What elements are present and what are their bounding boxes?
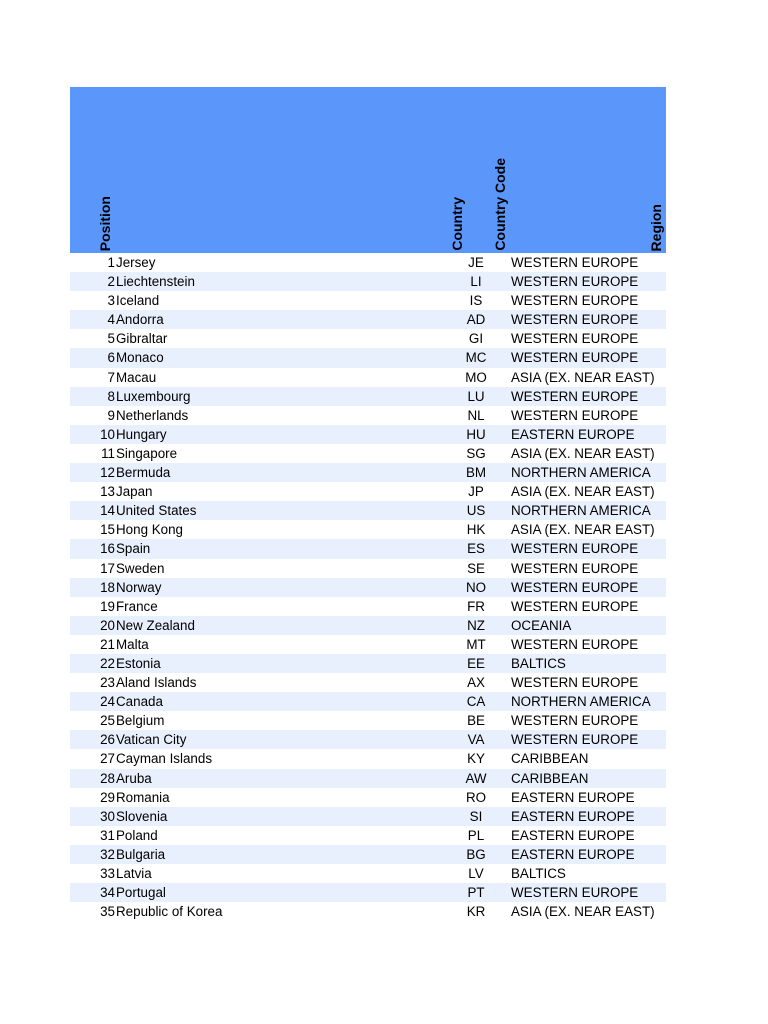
- country-cell[interactable]: Vatican City: [116, 732, 187, 748]
- region-cell[interactable]: WESTERN EUROPE: [511, 713, 639, 729]
- table-row[interactable]: [70, 730, 666, 749]
- country-code-cell[interactable]: NZ: [467, 617, 485, 633]
- country-code-cell[interactable]: PL: [467, 827, 485, 843]
- table-row[interactable]: [70, 291, 666, 310]
- region-cell[interactable]: WESTERN EUROPE: [511, 598, 639, 614]
- table-row[interactable]: [70, 826, 666, 845]
- table-row[interactable]: [70, 616, 666, 635]
- position-cell[interactable]: 21: [100, 636, 115, 652]
- table-row[interactable]: [70, 406, 666, 425]
- country-cell[interactable]: Hong Kong: [116, 522, 184, 538]
- region-cell[interactable]: WESTERN EUROPE: [511, 274, 639, 290]
- position-cell[interactable]: 27: [100, 751, 115, 767]
- country-cell[interactable]: Poland: [116, 827, 158, 843]
- country-code-cell[interactable]: AD: [466, 312, 486, 328]
- country-code-cell[interactable]: SI: [469, 808, 483, 824]
- country-code-cell[interactable]: NO: [465, 579, 487, 595]
- position-cell[interactable]: 14: [100, 503, 115, 519]
- country-code-cell[interactable]: BG: [466, 846, 486, 862]
- position-cell[interactable]: 10: [100, 426, 115, 442]
- table-row[interactable]: [70, 348, 666, 367]
- country-cell[interactable]: United States: [116, 503, 197, 519]
- region-cell[interactable]: ASIA (EX. NEAR EAST): [511, 904, 655, 920]
- position-cell[interactable]: 32: [100, 846, 115, 862]
- country-cell[interactable]: Macau: [116, 369, 157, 385]
- region-cell[interactable]: ASIA (EX. NEAR EAST): [511, 445, 655, 461]
- country-cell[interactable]: Andorra: [116, 312, 164, 328]
- header-row: [70, 87, 666, 253]
- position-cell[interactable]: 9: [107, 407, 115, 423]
- region-cell[interactable]: NORTHERN AMERICA: [511, 503, 651, 519]
- country-cell[interactable]: Sweden: [116, 560, 165, 576]
- table-row[interactable]: [70, 654, 666, 673]
- position-cell[interactable]: 3: [107, 293, 115, 309]
- region-cell[interactable]: ASIA (EX. NEAR EAST): [511, 522, 655, 538]
- region-cell[interactable]: OCEANIA: [511, 617, 572, 633]
- spreadsheet-table: [70, 87, 666, 921]
- position-cell[interactable]: 17: [100, 560, 115, 576]
- position-cell[interactable]: 18: [100, 579, 115, 595]
- region-cell[interactable]: EASTERN EUROPE: [511, 808, 635, 824]
- table-row[interactable]: [70, 788, 666, 807]
- country-cell[interactable]: Portugal: [116, 885, 166, 901]
- country-code-cell[interactable]: ES: [467, 541, 485, 557]
- country-code-cell[interactable]: SE: [467, 560, 485, 576]
- position-cell[interactable]: 7: [107, 369, 115, 385]
- region-cell[interactable]: WESTERN EUROPE: [511, 255, 639, 270]
- country-cell[interactable]: Iceland: [116, 293, 160, 309]
- table-row[interactable]: [70, 578, 666, 597]
- country-code-cell[interactable]: PT: [467, 885, 485, 901]
- position-cell[interactable]: 33: [100, 866, 115, 881]
- position-cell[interactable]: 6: [107, 350, 115, 366]
- table-row[interactable]: [70, 711, 666, 730]
- country-code-cell[interactable]: LU: [467, 388, 485, 404]
- country-code-cell[interactable]: US: [466, 503, 486, 519]
- region-cell[interactable]: WESTERN EUROPE: [511, 560, 639, 576]
- header-position[interactable]: Position: [97, 195, 113, 251]
- position-cell[interactable]: 35: [100, 904, 115, 920]
- region-cell[interactable]: EASTERN EUROPE: [511, 827, 635, 843]
- position-cell[interactable]: 25: [100, 713, 115, 729]
- region-cell[interactable]: NORTHERN AMERICA: [511, 465, 651, 481]
- table-row[interactable]: [70, 482, 666, 501]
- table-row[interactable]: [70, 597, 666, 616]
- country-cell[interactable]: New Zealand: [116, 617, 195, 633]
- region-cell[interactable]: ASIA (EX. NEAR EAST): [511, 369, 655, 385]
- country-code-cell[interactable]: MO: [465, 369, 487, 385]
- country-code-cell[interactable]: JE: [468, 255, 484, 270]
- country-code-cell[interactable]: GI: [468, 331, 484, 347]
- country-cell[interactable]: Spain: [116, 541, 151, 557]
- position-cell[interactable]: 29: [100, 789, 115, 805]
- region-cell[interactable]: EASTERN EUROPE: [511, 789, 635, 805]
- country-code-cell[interactable]: FR: [467, 598, 485, 614]
- table-row[interactable]: [70, 845, 666, 864]
- region-cell[interactable]: WESTERN EUROPE: [511, 350, 639, 366]
- country-code-cell[interactable]: HK: [466, 522, 486, 538]
- country-code-cell[interactable]: JP: [468, 484, 484, 500]
- table-row[interactable]: [70, 425, 666, 444]
- region-cell[interactable]: WESTERN EUROPE: [511, 407, 639, 423]
- country-cell[interactable]: Estonia: [116, 655, 161, 671]
- table-body: [70, 253, 666, 921]
- table-row[interactable]: [70, 635, 666, 654]
- region-cell[interactable]: BALTICS: [511, 866, 566, 881]
- table-row[interactable]: [70, 368, 666, 387]
- region-cell[interactable]: WESTERN EUROPE: [511, 579, 639, 595]
- region-cell[interactable]: WESTERN EUROPE: [511, 636, 639, 652]
- region-cell[interactable]: CARIBBEAN: [511, 751, 589, 767]
- country-cell[interactable]: Canada: [116, 694, 163, 710]
- country-code-cell[interactable]: CA: [466, 694, 486, 710]
- position-cell[interactable]: 4: [107, 312, 115, 328]
- table-row[interactable]: [70, 864, 666, 883]
- country-code-cell[interactable]: BE: [467, 713, 485, 729]
- table-row[interactable]: [70, 539, 666, 558]
- region-cell[interactable]: WESTERN EUROPE: [511, 312, 639, 328]
- region-cell[interactable]: WESTERN EUROPE: [511, 675, 639, 691]
- country-cell[interactable]: Gibraltar: [116, 331, 168, 347]
- country-cell[interactable]: Luxembourg: [116, 388, 191, 404]
- region-cell[interactable]: WESTERN EUROPE: [511, 732, 639, 748]
- position-cell[interactable]: 28: [100, 770, 115, 786]
- country-cell[interactable]: Singapore: [116, 445, 178, 461]
- region-cell[interactable]: CARIBBEAN: [511, 770, 589, 786]
- position-cell[interactable]: 2: [107, 274, 115, 290]
- country-code-cell[interactable]: NL: [467, 407, 485, 423]
- table-row[interactable]: [70, 253, 666, 272]
- region-cell[interactable]: WESTERN EUROPE: [511, 541, 639, 557]
- table-row[interactable]: [70, 673, 666, 692]
- region-cell[interactable]: WESTERN EUROPE: [511, 885, 639, 901]
- country-code-cell[interactable]: KR: [466, 904, 486, 920]
- position-cell[interactable]: 31: [100, 827, 115, 843]
- table-row[interactable]: [70, 501, 666, 520]
- country-cell[interactable]: Netherlands: [116, 407, 189, 423]
- country-code-cell[interactable]: MT: [466, 636, 486, 652]
- region-cell[interactable]: WESTERN EUROPE: [511, 331, 639, 347]
- position-cell[interactable]: 26: [100, 732, 115, 748]
- country-cell[interactable]: Aruba: [116, 770, 152, 786]
- position-cell[interactable]: 12: [100, 465, 115, 481]
- region-cell[interactable]: EASTERN EUROPE: [511, 426, 635, 442]
- country-cell[interactable]: France: [116, 598, 158, 614]
- country-cell[interactable]: Republic of Korea: [116, 904, 223, 920]
- country-cell[interactable]: Bulgaria: [116, 846, 166, 862]
- table-row[interactable]: [70, 463, 666, 482]
- country-code-cell[interactable]: BM: [465, 465, 487, 481]
- position-cell[interactable]: 15: [100, 522, 115, 538]
- table-row[interactable]: [70, 883, 666, 902]
- table-row[interactable]: [70, 444, 666, 463]
- country-code-cell[interactable]: RO: [465, 789, 487, 805]
- country-cell[interactable]: Hungary: [116, 426, 167, 442]
- header-region[interactable]: Region: [648, 203, 664, 251]
- country-code-cell[interactable]: HU: [466, 426, 486, 442]
- country-cell[interactable]: Malta: [116, 636, 149, 652]
- country-code-cell[interactable]: KY: [467, 751, 485, 767]
- country-cell[interactable]: Monaco: [116, 350, 164, 366]
- position-cell[interactable]: 22: [100, 655, 115, 671]
- position-cell[interactable]: 20: [100, 617, 115, 633]
- position-cell[interactable]: 34: [100, 885, 115, 901]
- position-cell[interactable]: 11: [101, 445, 115, 461]
- header-country[interactable]: Country: [449, 197, 465, 251]
- header-country-code[interactable]: Country Code: [492, 158, 508, 251]
- position-cell[interactable]: 30: [100, 808, 115, 824]
- position-cell[interactable]: 19: [100, 598, 115, 614]
- country-cell[interactable]: Belgium: [116, 713, 165, 729]
- country-cell[interactable]: Japan: [116, 484, 153, 500]
- country-cell[interactable]: Aland Islands: [116, 675, 197, 691]
- region-cell[interactable]: WESTERN EUROPE: [511, 293, 639, 309]
- country-cell[interactable]: Bermuda: [116, 465, 171, 481]
- table-row[interactable]: [70, 387, 666, 406]
- position-cell[interactable]: 8: [107, 388, 115, 404]
- country-code-cell[interactable]: MC: [465, 350, 487, 366]
- country-cell[interactable]: Norway: [116, 579, 162, 595]
- position-cell[interactable]: 5: [107, 331, 115, 347]
- country-code-cell[interactable]: LV: [468, 866, 484, 881]
- country-cell[interactable]: Cayman Islands: [116, 751, 213, 767]
- country-cell[interactable]: Slovenia: [116, 808, 168, 824]
- region-cell[interactable]: NORTHERN AMERICA: [511, 694, 651, 710]
- table-row[interactable]: [70, 310, 666, 329]
- country-code-cell[interactable]: EE: [467, 655, 485, 671]
- country-cell[interactable]: Latvia: [116, 866, 152, 881]
- region-cell[interactable]: EASTERN EUROPE: [511, 846, 635, 862]
- country-cell[interactable]: Liechtenstein: [116, 274, 195, 290]
- country-code-cell[interactable]: IS: [469, 293, 483, 309]
- position-cell[interactable]: 24: [100, 694, 115, 710]
- country-code-cell[interactable]: VA: [467, 732, 485, 748]
- table-row[interactable]: [70, 902, 666, 921]
- country-code-cell[interactable]: SG: [466, 445, 486, 461]
- position-cell[interactable]: 23: [100, 675, 115, 691]
- country-code-cell[interactable]: AX: [467, 675, 485, 691]
- table-row[interactable]: [70, 749, 666, 768]
- position-cell[interactable]: 16: [100, 541, 115, 557]
- table-row[interactable]: [70, 329, 666, 348]
- region-cell[interactable]: WESTERN EUROPE: [511, 388, 639, 404]
- country-code-cell[interactable]: LI: [470, 274, 482, 290]
- country-code-cell[interactable]: AW: [465, 770, 487, 786]
- country-cell[interactable]: Jersey: [116, 255, 156, 270]
- table-row[interactable]: [70, 520, 666, 539]
- table-row[interactable]: [70, 559, 666, 578]
- table-row[interactable]: [70, 692, 666, 711]
- table-row[interactable]: [70, 807, 666, 826]
- region-cell[interactable]: BALTICS: [511, 655, 566, 671]
- table-row[interactable]: [70, 272, 666, 291]
- region-cell[interactable]: ASIA (EX. NEAR EAST): [511, 484, 655, 500]
- table-row[interactable]: [70, 769, 666, 788]
- position-cell[interactable]: 1: [107, 255, 115, 270]
- country-cell[interactable]: Romania: [116, 789, 170, 805]
- position-cell[interactable]: 13: [100, 484, 115, 500]
